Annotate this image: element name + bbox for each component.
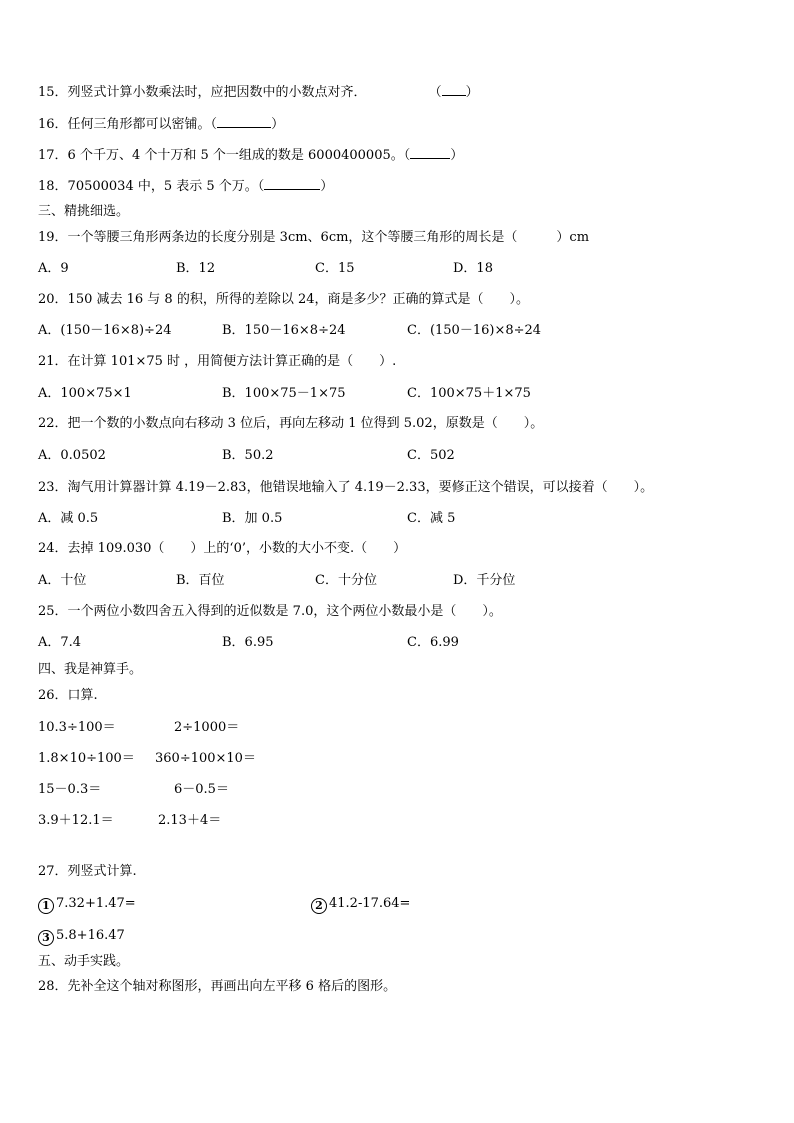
option-b[interactable]: B．6.95 xyxy=(222,635,274,650)
question-15: 15．列竖式计算小数乘法时，应把因数中的小数点对齐． （ ） xyxy=(38,85,479,100)
oral-calc-item: 15－0.3＝ xyxy=(38,782,102,797)
oral-calc-item: 360÷100×10＝ xyxy=(155,751,256,766)
option-b[interactable]: B．12 xyxy=(176,261,216,276)
option-a[interactable]: A．0.0502 xyxy=(38,448,106,463)
answer-blank[interactable] xyxy=(264,177,320,190)
question-26: 26．口算. xyxy=(38,688,98,703)
option-b[interactable]: B．加 0.5 xyxy=(222,511,283,526)
answer-blank[interactable] xyxy=(442,83,466,96)
oral-calc-item: 2.13＋4＝ xyxy=(158,813,222,828)
question-20: 20．150 减去 16 与 8 的积，所得的差除以 24，商是多少？正确的算式是（ ）。 xyxy=(38,292,530,307)
option-b[interactable]: B．百位 xyxy=(176,573,225,588)
question-text: 列竖式计算小数乘法时，应把因数中的小数点对齐． xyxy=(67,85,367,100)
option-c[interactable]: C．15 xyxy=(315,261,355,276)
option-c[interactable]: C．减 5 xyxy=(407,511,456,526)
option-c[interactable]: C．十分位 xyxy=(315,573,377,588)
vertical-calc-item: 1 7.32+1.47= xyxy=(38,896,136,914)
option-c[interactable]: C．(150－16)×8÷24 xyxy=(407,323,542,338)
question-28: 28．先补全这个轴对称图形，再画出向左平移 6 格后的图形。 xyxy=(38,979,397,994)
option-d[interactable]: D．18 xyxy=(453,261,493,276)
option-b[interactable]: B．100×75－1×75 xyxy=(222,386,346,401)
question-17: 17．6 个千万、4 个十万和 5 个一组成的数是 6000400005。（ ） xyxy=(38,148,464,163)
option-c[interactable]: C．100×75＋1×75 xyxy=(407,386,531,401)
oral-calc-item: 1.8×10÷100＝ xyxy=(38,751,135,766)
question-18: 18．70500034 中，5 表示 5 个万。（ ） xyxy=(38,179,334,194)
option-a[interactable]: A．100×75×1 xyxy=(38,386,132,401)
option-a[interactable]: A．减 0.5 xyxy=(38,511,99,526)
option-a[interactable]: A．(150－16×8)÷24 xyxy=(38,323,172,338)
oral-calc-item: 2÷1000＝ xyxy=(174,720,240,735)
option-b[interactable]: B．50.2 xyxy=(222,448,274,463)
answer-blank[interactable] xyxy=(217,115,271,128)
section-heading-4: 四、我是神算手。 xyxy=(38,662,143,677)
question-21: 21．在计算 101×75 时 ，用简便方法计算正确的是（ ）. xyxy=(38,354,397,369)
option-a[interactable]: A．9 xyxy=(38,261,69,276)
question-19: 19．一个等腰三角形两条边的长度分别是 3cm、6cm，这个等腰三角形的周长是（ ）cm xyxy=(38,230,590,245)
circled-number-3: 3 xyxy=(38,930,54,946)
question-27: 27．列竖式计算. xyxy=(38,864,137,879)
section-heading-5: 五、动手实践。 xyxy=(38,954,130,969)
question-25: 25．一个两位小数四舍五入得到的近似数是 7.0，这个两位小数最小是（ ）。 xyxy=(38,604,502,619)
option-d[interactable]: D．千分位 xyxy=(453,573,516,588)
option-c[interactable]: C．502 xyxy=(407,448,455,463)
oral-calc-item: 3.9＋12.1＝ xyxy=(38,813,114,828)
vertical-calc-item: 3 5.8+16.47 xyxy=(38,928,125,946)
section-heading-3: 三、精挑细选。 xyxy=(38,204,130,219)
oral-calc-item: 6－0.5＝ xyxy=(174,782,229,797)
oral-calc-item: 10.3÷100＝ xyxy=(38,720,116,735)
option-a[interactable]: A．7.4 xyxy=(38,635,82,650)
question-23: 23．淘气用计算器计算 4.19－2.83，他错误地输入了 4.19－2.33，要修正这个错误，可以接着（ ）。 xyxy=(38,480,654,495)
circled-number-2: 2 xyxy=(311,898,327,914)
question-16: 16．任何三角形都可以密铺。（ ） xyxy=(38,117,285,132)
circled-number-1: 1 xyxy=(38,898,54,914)
question-24: 24．去掉 109.030（ ）上的‘0’，小数的大小不变.（ ） xyxy=(38,541,407,556)
option-b[interactable]: B．150－16×8÷24 xyxy=(222,323,346,338)
vertical-calc-item: 2 41.2-17.64= xyxy=(311,896,410,914)
answer-blank[interactable] xyxy=(410,146,450,159)
question-22: 22．把一个数的小数点向右移动 3 位后，再向左移动 1 位得到 5.02，原数是（ ）。 xyxy=(38,416,544,431)
question-number: 15． xyxy=(38,85,68,100)
option-a[interactable]: A．十位 xyxy=(38,573,87,588)
option-c[interactable]: C．6.99 xyxy=(407,635,459,650)
